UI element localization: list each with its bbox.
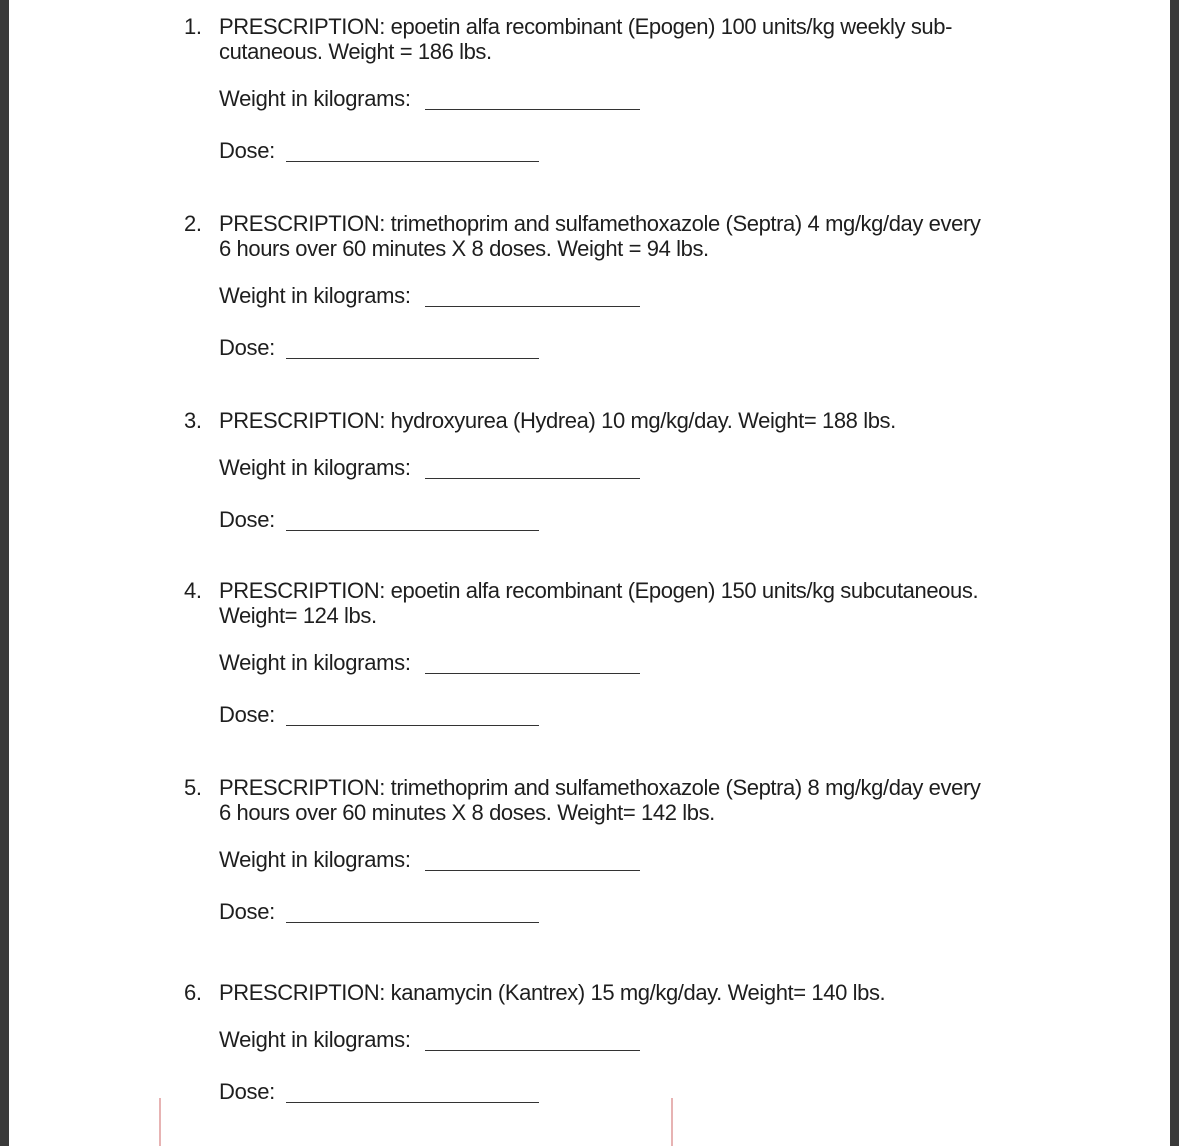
weight-answer-blank[interactable] [425, 870, 640, 871]
prescription-line-2: cutaneous. Weight = 186 lbs. [219, 39, 492, 64]
dose-answer-blank[interactable] [286, 358, 539, 359]
problem-5 [184, 775, 1044, 925]
dose-answer-row [219, 138, 1044, 164]
prescription-line-2: 6 hours over 60 minutes X 8 doses. Weight= 142 lbs. [219, 800, 715, 825]
weight-label: Weight in kilograms: [219, 283, 411, 308]
dose-answer-row [219, 899, 1044, 925]
dose-label: Dose: [219, 702, 275, 727]
weight-label: Weight in kilograms: [219, 1027, 411, 1052]
problem-number: 5. [184, 775, 202, 800]
weight-answer-blank[interactable] [425, 1050, 640, 1051]
dose-answer-blank[interactable] [286, 161, 539, 162]
dose-label: Dose: [219, 1079, 275, 1104]
weight-answer-row [219, 650, 1044, 676]
scan-border-left [0, 0, 9, 1146]
dose-label: Dose: [219, 899, 275, 924]
weight-answer-blank[interactable] [425, 478, 640, 479]
problem-3 [184, 408, 1044, 533]
dose-answer-row [219, 335, 1044, 361]
prescription-line-1: PRESCRIPTION: trimethoprim and sulfamethoxazole (Septra) 4 mg/kg/day every [219, 211, 981, 236]
weight-label: Weight in kilograms: [219, 455, 411, 480]
problem-number: 3. [184, 408, 202, 433]
prescription-line-1: PRESCRIPTION: kanamycin (Kantrex) 15 mg/kg/day. Weight= 140 lbs. [219, 980, 886, 1005]
prescription-line-2: Weight= 124 lbs. [219, 603, 377, 628]
dose-label: Dose: [219, 335, 275, 360]
weight-label: Weight in kilograms: [219, 650, 411, 675]
prescription-text [184, 408, 1044, 433]
problem-1 [184, 14, 1044, 164]
prescription-text [184, 211, 1044, 261]
worksheet-page [9, 0, 1170, 1146]
weight-answer-row [219, 283, 1044, 309]
scan-artifact-line [159, 1098, 161, 1146]
scan-artifact-line [671, 1098, 673, 1146]
dose-answer-blank[interactable] [286, 530, 539, 531]
dose-answer-row [219, 1079, 1044, 1105]
problem-4 [184, 578, 1044, 728]
dose-answer-blank[interactable] [286, 922, 539, 923]
problem-number: 2. [184, 211, 202, 236]
problem-2 [184, 211, 1044, 361]
weight-answer-row [219, 847, 1044, 873]
prescription-text [184, 980, 1044, 1005]
prescription-text [184, 578, 1044, 628]
problem-number: 1. [184, 14, 202, 39]
weight-answer-row [219, 455, 1044, 481]
weight-answer-row [219, 86, 1044, 112]
weight-answer-row [219, 1027, 1044, 1053]
prescription-line-1: PRESCRIPTION: epoetin alfa recombinant (Epogen) 150 units/kg subcutaneous. [219, 578, 979, 603]
weight-label: Weight in kilograms: [219, 86, 411, 111]
dose-answer-blank[interactable] [286, 725, 539, 726]
dose-answer-blank[interactable] [286, 1102, 539, 1103]
prescription-line-2: 6 hours over 60 minutes X 8 doses. Weight = 94 lbs. [219, 236, 709, 261]
problem-6 [184, 980, 1044, 1105]
problem-number: 6. [184, 980, 202, 1005]
prescription-text [184, 14, 1044, 64]
dose-label: Dose: [219, 507, 275, 532]
prescription-text [184, 775, 1044, 825]
weight-answer-blank[interactable] [425, 109, 640, 110]
weight-answer-blank[interactable] [425, 306, 640, 307]
weight-label: Weight in kilograms: [219, 847, 411, 872]
prescription-line-1: PRESCRIPTION: hydroxyurea (Hydrea) 10 mg/kg/day. Weight= 188 lbs. [219, 408, 896, 433]
prescription-line-1: PRESCRIPTION: epoetin alfa recombinant (Epogen) 100 units/kg weekly sub- [219, 14, 953, 39]
prescription-line-1: PRESCRIPTION: trimethoprim and sulfamethoxazole (Septra) 8 mg/kg/day every [219, 775, 981, 800]
dose-answer-row [219, 507, 1044, 533]
dose-label: Dose: [219, 138, 275, 163]
weight-answer-blank[interactable] [425, 673, 640, 674]
dose-answer-row [219, 702, 1044, 728]
scan-border-right [1170, 0, 1179, 1146]
problem-number: 4. [184, 578, 202, 603]
